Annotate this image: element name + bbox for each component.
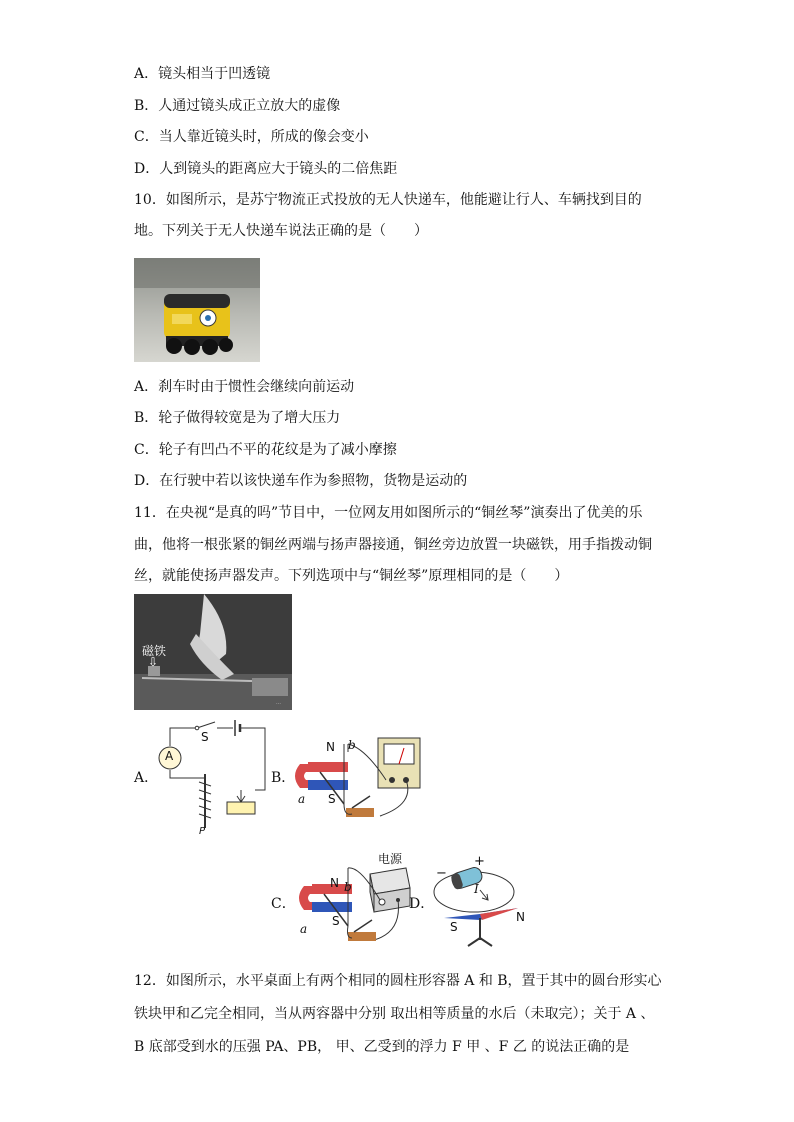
option-c-figure [294, 852, 414, 952]
b-north-label: N [326, 740, 335, 754]
option-d-figure [430, 854, 542, 954]
q12-line3: B 底部受到水的压强 PA、PB， 甲、乙受到的浮力 F 甲 、F 乙 的说法正确的是 [134, 1039, 630, 1055]
q11-stem-line1: 11．在央视“是真的吗”节目中，一位网友用如图所示的“铜丝琴”演奏出了优美的乐 [134, 505, 643, 521]
q10-option-c: C．轮子有凹凸不平的花纹是为了减小摩擦 [134, 442, 397, 458]
q11-stem-line3: 丝，就能使扬声器发声。下列选项中与“铜丝琴”原理相同的是（ ） [134, 568, 569, 584]
q9-option-c: C．当人靠近镜头时，所成的像会变小 [134, 129, 369, 145]
q10-option-d: D．在行驶中若以该快递车作为参照物，货物是运动的 [134, 473, 468, 489]
q11-stem-line2: 曲，他将一根张紧的铜丝两端与扬声器接通，铜丝旁边放置一块磁铁，用手指拨动铜 [134, 537, 652, 553]
option-b-letter: B． [271, 770, 296, 786]
option-a-figure [155, 716, 270, 840]
ammeter-label: A [165, 749, 174, 763]
d-minus-label: − [436, 866, 447, 881]
q9-option-a: A．镜头相当于凹透镜 [134, 66, 271, 82]
c-wire-b-label: b [344, 880, 352, 894]
option-d-letter: D． [409, 896, 435, 912]
q12-line1: 12．如图所示，水平桌面上有两个相同的圆柱形容器 A 和 B，置于其中的圆台形实心 [134, 973, 662, 989]
option-c-letter: C． [271, 896, 296, 912]
power-supply-label: 电源 [378, 852, 403, 866]
option-b-figure [290, 734, 425, 826]
q9-option-b: B．人通过镜头成正立放大的虚像 [134, 98, 341, 114]
d-north-label: N [516, 910, 525, 924]
delivery-robot-photo [134, 258, 260, 362]
q10-option-b: B．轮子做得较宽是为了增大压力 [134, 410, 341, 426]
q12-line2: 铁块甲和乙完全相同，当从两容器中分别 取出相等质量的水后（未取完）；关于 A 、 [134, 1006, 655, 1022]
nail-label: P [199, 826, 206, 837]
d-south-label: S [450, 920, 458, 934]
q10-stem-line2: 地。下列关于无人快递车说法正确的是（ ） [134, 223, 428, 239]
c-north-label: N [330, 876, 339, 890]
option-a-letter: A． [134, 770, 159, 786]
q9-option-d: D．人到镜头的距离应大于镜头的二倍焦距 [134, 161, 398, 177]
svg-text:…: … [276, 700, 281, 706]
down-arrow-icon: ⇩ [148, 655, 159, 669]
c-south-label: S [332, 914, 340, 928]
c-wire-a-label: a [300, 922, 308, 936]
d-plus-label: + [474, 854, 485, 869]
b-wire-b-label: b [348, 738, 356, 752]
b-wire-a-label: a [298, 792, 306, 806]
q10-option-a: A．刹车时由于惯性会继续向前运动 [134, 379, 355, 395]
d-current-label: I [474, 882, 479, 896]
b-south-label: S [328, 792, 336, 806]
q10-stem-line1: 10．如图所示，是苏宁物流正式投放的无人快递车，他能避让行人、车辆找到目的 [134, 192, 642, 208]
switch-label: S [201, 730, 209, 744]
copper-wire-piano-photo [134, 594, 292, 710]
magnet-photo-label: 磁铁 [142, 644, 167, 658]
